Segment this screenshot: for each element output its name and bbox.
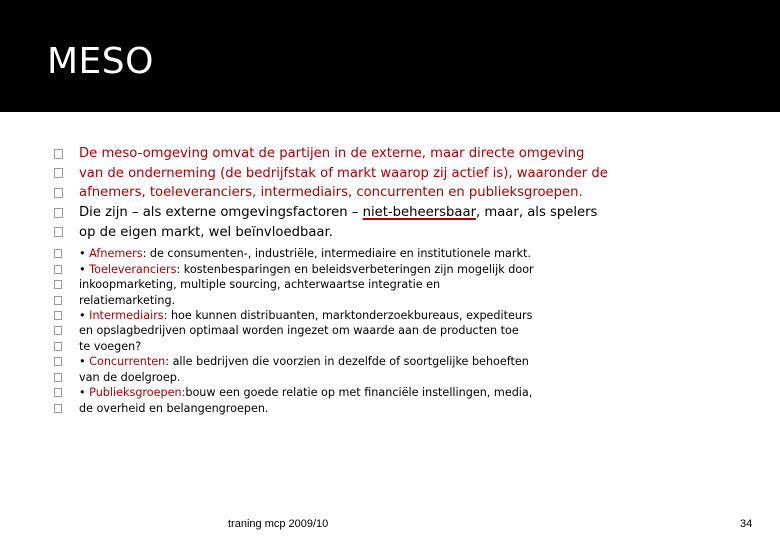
intro-line-2: van de onderneming (de bedrijfstak of markt waarop zij actief is), waaronder de bbox=[79, 165, 608, 181]
intermediairs-text: : hoe kunnen distribuanten, marktonderzoekbureaus, expediteurs bbox=[163, 308, 533, 322]
player-list bbox=[54, 246, 534, 416]
intro-line-3: afnemers, toeleveranciers, intermediairs, concurrenten en publieksgroepen. bbox=[79, 185, 583, 201]
page-number: 34 bbox=[740, 518, 753, 530]
bullet-box-icon bbox=[54, 149, 63, 159]
title-bar bbox=[0, 0, 780, 112]
toeleveranciers-cont-1: inkoopmarketing, multiple sourcing, achterwaartse integratie en bbox=[79, 278, 441, 292]
bullet-box-icon bbox=[54, 188, 63, 198]
list-item bbox=[54, 339, 534, 354]
publieksgroepen-text: bouw een goede relatie op met financiële instellingen, media, bbox=[185, 386, 533, 400]
slide-title: MESO bbox=[47, 41, 154, 82]
bullet-mark: • bbox=[79, 386, 86, 400]
bullet-box-icon bbox=[54, 249, 62, 258]
list-item bbox=[54, 261, 534, 276]
intro-line-1: De meso-omgeving omvat de partijen in de externe, maar directe omgeving bbox=[79, 146, 585, 162]
list-item bbox=[54, 183, 608, 203]
list-item bbox=[54, 246, 534, 261]
bullet-box-icon bbox=[54, 388, 62, 397]
toeleveranciers-label: Toeleveranciers bbox=[89, 262, 177, 276]
list-item bbox=[54, 292, 534, 307]
list-item bbox=[54, 308, 534, 323]
toeleveranciers-cont-2: relatiemarketing. bbox=[79, 293, 176, 307]
intro-line-4 bbox=[79, 205, 597, 220]
concurrenten-text: : alle bedrijven die voorzien in dezelfde of soortgelijke behoeften bbox=[165, 355, 529, 369]
list-item bbox=[54, 164, 608, 184]
bullet-box-icon bbox=[54, 168, 63, 178]
list-item bbox=[54, 354, 534, 369]
bullet-mark: • bbox=[79, 247, 86, 261]
list-item bbox=[54, 277, 534, 292]
toeleveranciers-text: : kostenbesparingen en beleidsverbeteringen zijn mogelijk door bbox=[176, 262, 534, 276]
concurrenten-cont-1: van de doelgroep. bbox=[79, 370, 181, 384]
list-item bbox=[54, 385, 534, 400]
footer-text: traning mcp 2009/10 bbox=[228, 518, 329, 530]
bullet-mark: • bbox=[79, 262, 86, 276]
intro-paragraph bbox=[54, 144, 608, 242]
publieksgroepen-cont-1: de overheid en belangengroepen. bbox=[79, 401, 269, 415]
line-4-prefix: Die zijn – als externe omgevingsfactoren – bbox=[79, 205, 363, 221]
afnemers-label: Afnemers bbox=[89, 247, 143, 261]
intermediairs-cont-1: en opslagbedrijven optimaal worden ingezet om waarde aan de producten toe bbox=[79, 324, 519, 338]
list-item bbox=[54, 203, 608, 223]
list-item bbox=[54, 222, 608, 242]
bullet-box-icon bbox=[54, 342, 62, 351]
bullet-mark: • bbox=[79, 308, 86, 322]
intermediairs-cont-2: te voegen? bbox=[79, 339, 142, 353]
intermediairs-label: Intermediairs bbox=[89, 308, 164, 322]
bullet-box-icon bbox=[54, 357, 62, 366]
bullet-box-icon bbox=[54, 280, 62, 289]
bullet-box-icon bbox=[54, 265, 62, 274]
intro-line-5: op de eigen markt, wel beïnvloedbaar. bbox=[79, 224, 333, 240]
bullet-box-icon bbox=[54, 227, 63, 237]
list-item bbox=[54, 144, 608, 164]
bullet-mark: • bbox=[79, 355, 86, 369]
afnemers-text: : de consumenten-, industriële, intermediaire en institutionele markt. bbox=[142, 247, 531, 261]
bullet-box-icon bbox=[54, 296, 62, 305]
list-item bbox=[54, 370, 534, 385]
line-4-suffix: , maar, als spelers bbox=[476, 205, 598, 221]
bullet-box-icon bbox=[54, 404, 62, 413]
publieksgroepen-label: Publieksgroepen: bbox=[89, 386, 186, 400]
list-item bbox=[54, 400, 534, 415]
bullet-box-icon bbox=[54, 373, 62, 382]
bullet-box-icon bbox=[54, 326, 62, 335]
bullet-box-icon bbox=[54, 311, 62, 320]
list-item bbox=[54, 323, 534, 338]
bullet-box-icon bbox=[54, 208, 63, 218]
concurrenten-label: Concurrenten bbox=[89, 355, 166, 369]
underlined-term: niet-beheersbaar bbox=[362, 205, 476, 221]
